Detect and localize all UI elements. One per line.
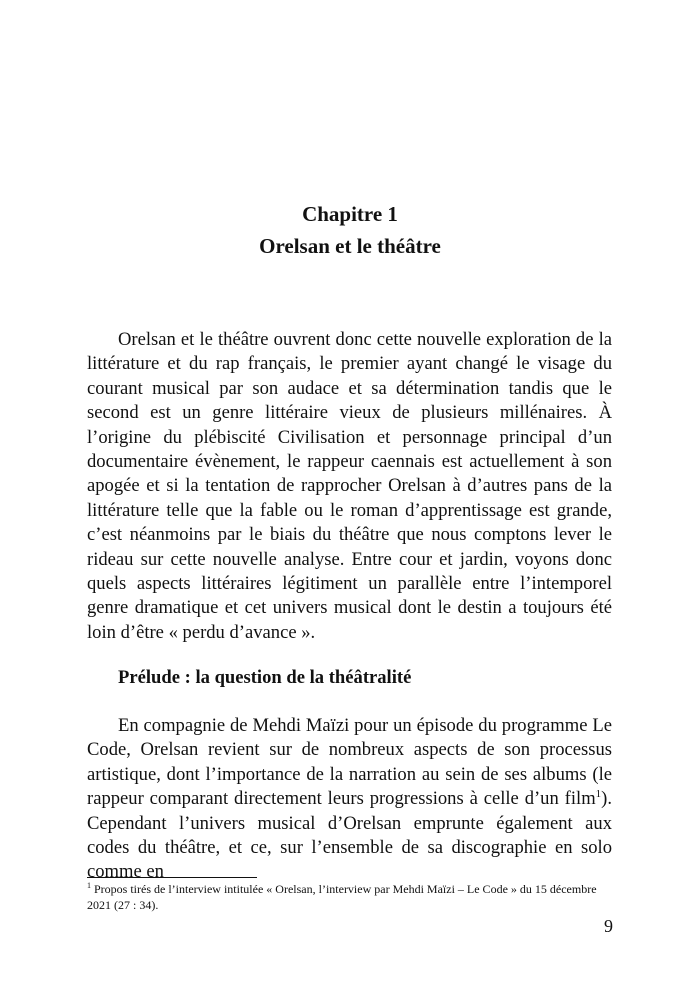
chapter-number: Chapitre 1	[302, 202, 398, 226]
section-title: Prélude : la question de la théâtralité	[118, 667, 412, 688]
page-number: 9	[604, 916, 613, 936]
intro-paragraph: Orelsan et le théâtre ouvrent donc cette nouvelle exploration de la littérature et du rap français, le premier ayant changé le visage du courant musical par son audace et sa détermination tandis que le second est un genre littéraire vieux de plusieurs millénaires. À l’origine du plébiscité Civilisation et personnage principal d’un documentaire évènement, le rappeur caennais est actuellement à son apogée et si la tentation de rapprocher Orelsan à d’autres pans de la littérature telle que la fable ou le roman d’apprentissage est grande, c’est néanmoins par le biais du théâtre que nous comptons lever le rideau sur cette nouvelle analyse. Entre cour et jardin, voyons donc quels aspects littéraires légitiment un parallèle entre l’intemporel genre dramatique et cet univers musical dont le destin a toujours été loin d’être « perdu d’avance ».	[87, 329, 612, 643]
chapter-title: Orelsan et le théâtre	[259, 234, 441, 258]
section-paragraph-part1: En compagnie de Mehdi Maïzi pour un épisode du programme Le Code, Orelsan revient sur de nombreux aspects de son processus artistique, dont l’importance de la narration au sein de ses albums (le rappeur comparant directement leurs progressions à celle d’un film	[87, 715, 612, 810]
section-paragraph-block	[87, 714, 612, 885]
section-paragraph-part2: ). Cependant l’univers musical d’Orelsan emprunte également aux codes du théâtre, et ce, sur l’ensemble de sa discographie en solo comme en	[87, 788, 612, 883]
footnote-marker: 1	[87, 881, 91, 890]
footnote-reference: 1	[595, 788, 602, 801]
intro-paragraph-block	[87, 328, 612, 645]
section-paragraph	[87, 714, 612, 885]
chapter-heading	[0, 198, 700, 262]
footnote-text: Propos tirés de l’interview intitulée « Orelsan, l’interview par Mehdi Maïzi – Le Code » du 15 décembre 2021 (27 : 34).	[87, 882, 597, 912]
footnote-separator	[87, 877, 257, 878]
footnote	[87, 881, 612, 913]
